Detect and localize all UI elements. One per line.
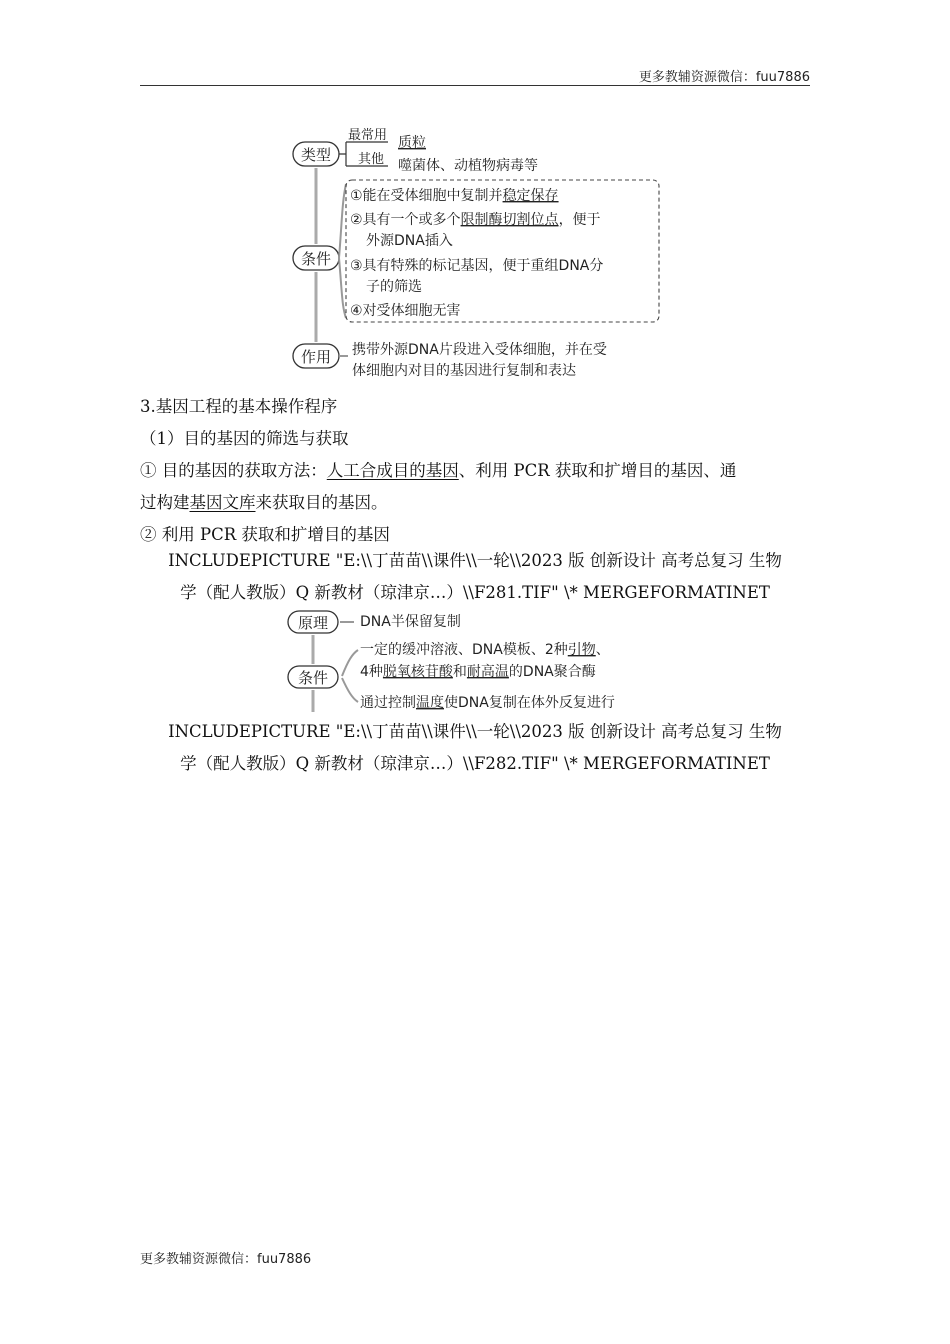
vector-mindmap-figure (280, 122, 670, 384)
section-title: 3.基因工程的基本操作程序 (140, 397, 338, 416)
condition-label: 条件 (300, 250, 332, 268)
para1-underlined-term: 人工合成目的基因 (326, 461, 459, 480)
cond2-line2: 外源DNA插入 (366, 233, 453, 249)
para1-line2-post: 来获取目的基因。 (255, 493, 388, 512)
cond2-post: ，便于 (558, 212, 601, 228)
para1-underlined-term2: 基因文库 (189, 493, 256, 512)
include-field-2 (140, 716, 810, 780)
pcr-cond2-underlined2: 耐高温 (466, 664, 509, 680)
header-wechat-text: 更多教辅资源微信：fuu7886 (638, 70, 810, 85)
function-line2: 体细胞内对目的基因进行复制和表达 (352, 363, 576, 379)
principle-label: 原理 (297, 614, 329, 632)
pcr-cond3-underlined: 温度 (416, 695, 444, 711)
include2-line2: 学（配人教版）Q 新教材（琼津京…）\\F282.TIF" \* MERGEFORMATINET (180, 754, 770, 773)
cond3-line2: 子的筛选 (366, 279, 422, 295)
subsection-title: （1）目的基因的筛选与获取 (140, 429, 349, 448)
pcr-cond3-text: 通过控制 (360, 695, 416, 711)
pcr-cond2-underlined1: 脱氧核苷酸 (382, 664, 453, 680)
condition-brace (342, 650, 358, 702)
cond1-line (350, 187, 559, 204)
cond1-underlined: 稳定保存 (502, 188, 559, 204)
para1-text: ① 目的基因的获取方法： (140, 461, 327, 480)
principle-value: DNA半保留复制 (360, 614, 461, 630)
pcr-cond-line1 (360, 641, 610, 658)
pcr-cond1-post: 、 (595, 642, 610, 658)
pcr-cond2-post: 的DNA聚合酶 (508, 664, 596, 680)
include1-line2: 学（配人教版）Q 新教材（琼津京…）\\F281.TIF" \* MERGEFORMATINET (180, 583, 770, 602)
para1-line2 (140, 489, 388, 513)
header-divider (140, 85, 810, 86)
function-line1: 携带外源DNA片段进入受体细胞，并在受 (352, 342, 607, 358)
pcr-cond-line2 (360, 663, 596, 680)
pcr-cond1-text: 一定的缓冲溶液、DNA模板、2种 (360, 642, 568, 658)
most-common-value: 质粒 (398, 135, 426, 151)
cond2-text: ②具有一个或多个 (350, 212, 461, 228)
pcr-mindmap-figure (282, 606, 672, 718)
include2-line1: INCLUDEPICTURE "E:\\丁苗苗\\课件\\一轮\\2023 版 创新设计 高考总复习 生物 (168, 722, 782, 741)
pcr-cond-line3 (360, 694, 615, 711)
type-label: 类型 (300, 146, 332, 164)
para2-line: ② 利用 PCR 获取和扩增目的基因 (140, 525, 390, 544)
pcr-cond2-mid: 和 (452, 664, 467, 680)
include-field-1 (140, 545, 810, 609)
cond2-line (350, 211, 601, 228)
para1-line2-text: 过构建 (140, 493, 190, 512)
para1-line1 (140, 457, 736, 481)
para1-text-cont: 、利用 PCR 获取和扩增目的基因、通 (458, 461, 737, 480)
function-label: 作用 (300, 348, 332, 366)
cond4-line: ④对受体细胞无害 (350, 303, 461, 319)
cond2-underlined: 限制酶切割位点 (460, 212, 559, 228)
other-label: 其他 (358, 152, 385, 167)
other-value: 噬菌体、动植物病毒等 (398, 158, 538, 174)
pcr-cond2-text: 4种 (360, 664, 383, 680)
most-common-label: 最常用 (348, 128, 388, 143)
footer-wechat-text: 更多教辅资源微信：fuu7886 (140, 1252, 312, 1267)
pcr-cond3-post: 使DNA复制在体外反复进行 (444, 695, 615, 711)
pcr-cond1-underlined: 引物 (567, 642, 596, 658)
condition-brace (339, 184, 346, 318)
condition-label: 条件 (297, 669, 329, 687)
cond1-text: ①能在受体细胞中复制并 (350, 188, 503, 204)
include1-line1: INCLUDEPICTURE "E:\\丁苗苗\\课件\\一轮\\2023 版 创新设计 高考总复习 生物 (168, 551, 782, 570)
cond3-line1: ③具有特殊的标记基因，便于重组DNA分 (350, 258, 604, 274)
